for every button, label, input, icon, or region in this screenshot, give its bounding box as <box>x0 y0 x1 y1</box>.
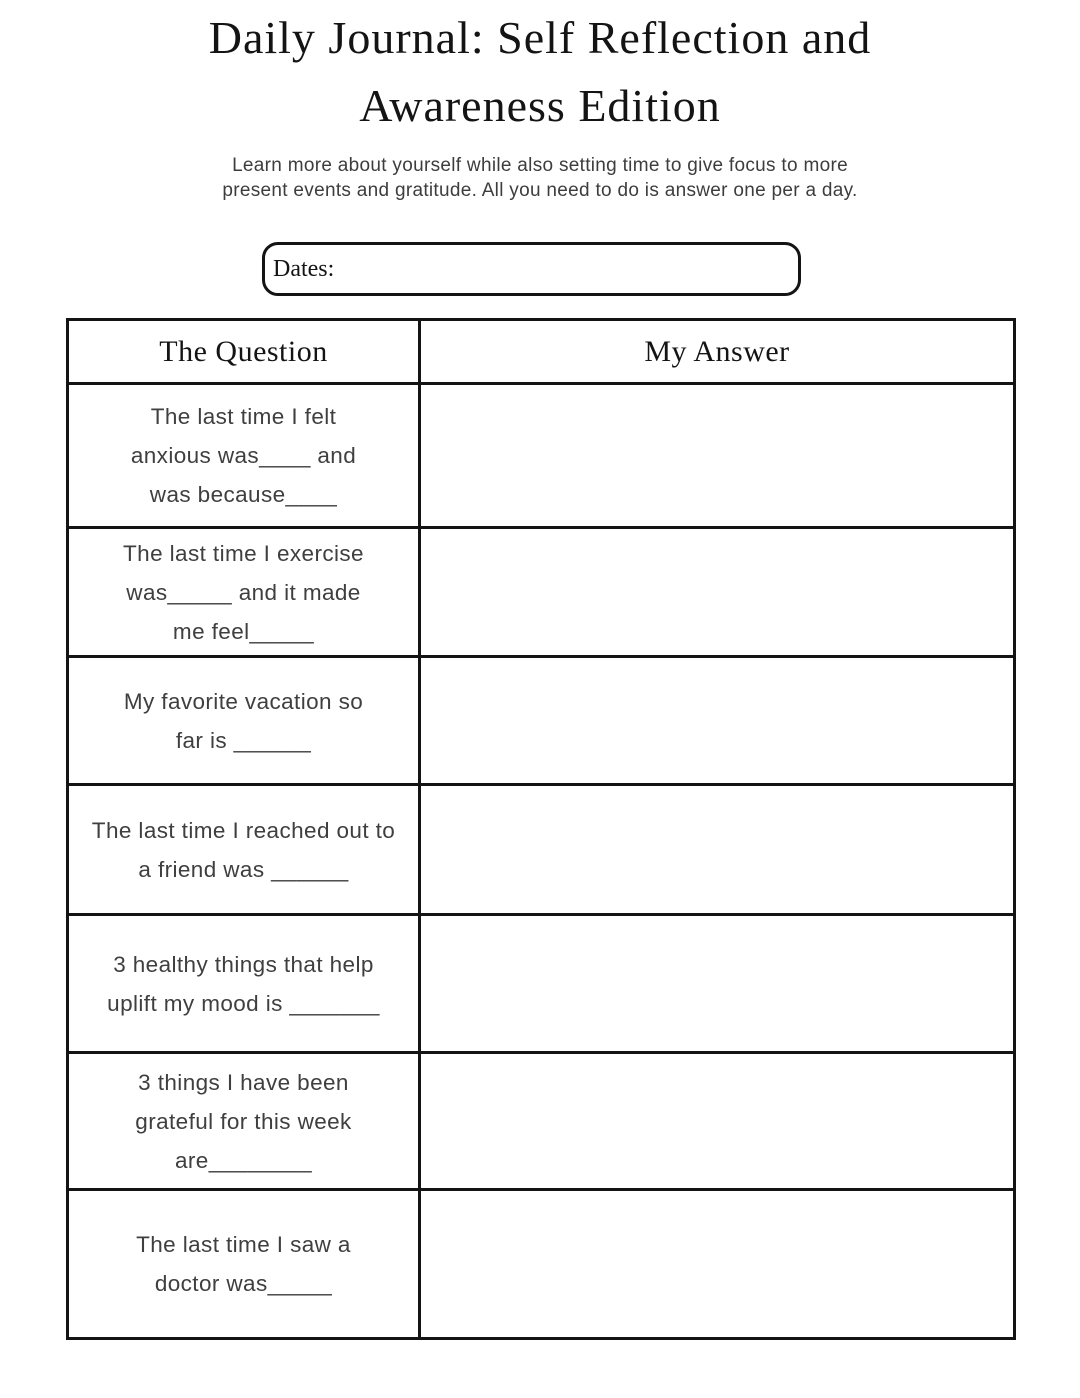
question-cell <box>68 1190 420 1339</box>
question-line: 3 healthy things that help <box>113 951 374 977</box>
journal-table <box>66 318 1016 1340</box>
table-header-row <box>68 320 1015 384</box>
question-line: are________ <box>174 1147 313 1173</box>
question-line: 3 things I have been <box>138 1069 349 1095</box>
question-line: My favorite vacation so <box>123 688 364 714</box>
question-line: was_____ and it made <box>126 579 361 605</box>
question-line: anxious was____ and <box>130 443 357 468</box>
table-row <box>68 1053 1015 1190</box>
answer-cell[interactable] <box>420 1190 1015 1339</box>
question-line: The last time I felt <box>150 404 337 429</box>
question-cell <box>68 1053 420 1190</box>
answer-cell[interactable] <box>420 785 1015 915</box>
question-line: The last time I exercise <box>123 540 364 566</box>
page-title-line-1: Daily Journal: Self Reflection and <box>208 12 872 63</box>
question-line: me feel_____ <box>172 618 315 644</box>
column-header-question: The Question <box>68 320 420 384</box>
answer-cell[interactable] <box>420 528 1015 657</box>
question-line: was because____ <box>149 482 338 507</box>
question-line: a friend was ______ <box>138 856 349 882</box>
table-row <box>68 915 1015 1053</box>
question-line: doctor was_____ <box>154 1271 333 1296</box>
question-cell <box>68 785 420 915</box>
column-header-answer: My Answer <box>420 320 1015 384</box>
page-subtitle-line-2: present events and gratitude. All you need to do is answer one per a day. <box>222 180 858 201</box>
page-subtitle <box>110 153 970 203</box>
page-title <box>0 0 1080 140</box>
answer-cell[interactable] <box>420 915 1015 1053</box>
table-row <box>68 384 1015 528</box>
answer-cell[interactable] <box>420 384 1015 528</box>
page-subtitle-line-1: Learn more about yourself while also setting time to give focus to more <box>232 155 848 176</box>
question-cell <box>68 528 420 657</box>
page-title-line-2: Awareness Edition <box>359 80 721 131</box>
answer-cell[interactable] <box>420 1053 1015 1190</box>
table-row <box>68 1190 1015 1339</box>
table-row <box>68 528 1015 657</box>
question-line: far is ______ <box>175 727 312 753</box>
question-line: The last time I reached out to <box>91 817 396 843</box>
table-row <box>68 785 1015 915</box>
question-line: uplift my mood is _______ <box>107 990 380 1016</box>
question-cell <box>68 657 420 785</box>
answer-cell[interactable] <box>420 657 1015 785</box>
question-cell <box>68 384 420 528</box>
dates-label: Dates: <box>273 255 335 282</box>
question-cell <box>68 915 420 1053</box>
question-line: grateful for this week <box>135 1108 352 1134</box>
table-row <box>68 657 1015 785</box>
question-line: The last time I saw a <box>136 1232 351 1257</box>
dates-field[interactable] <box>262 242 801 296</box>
